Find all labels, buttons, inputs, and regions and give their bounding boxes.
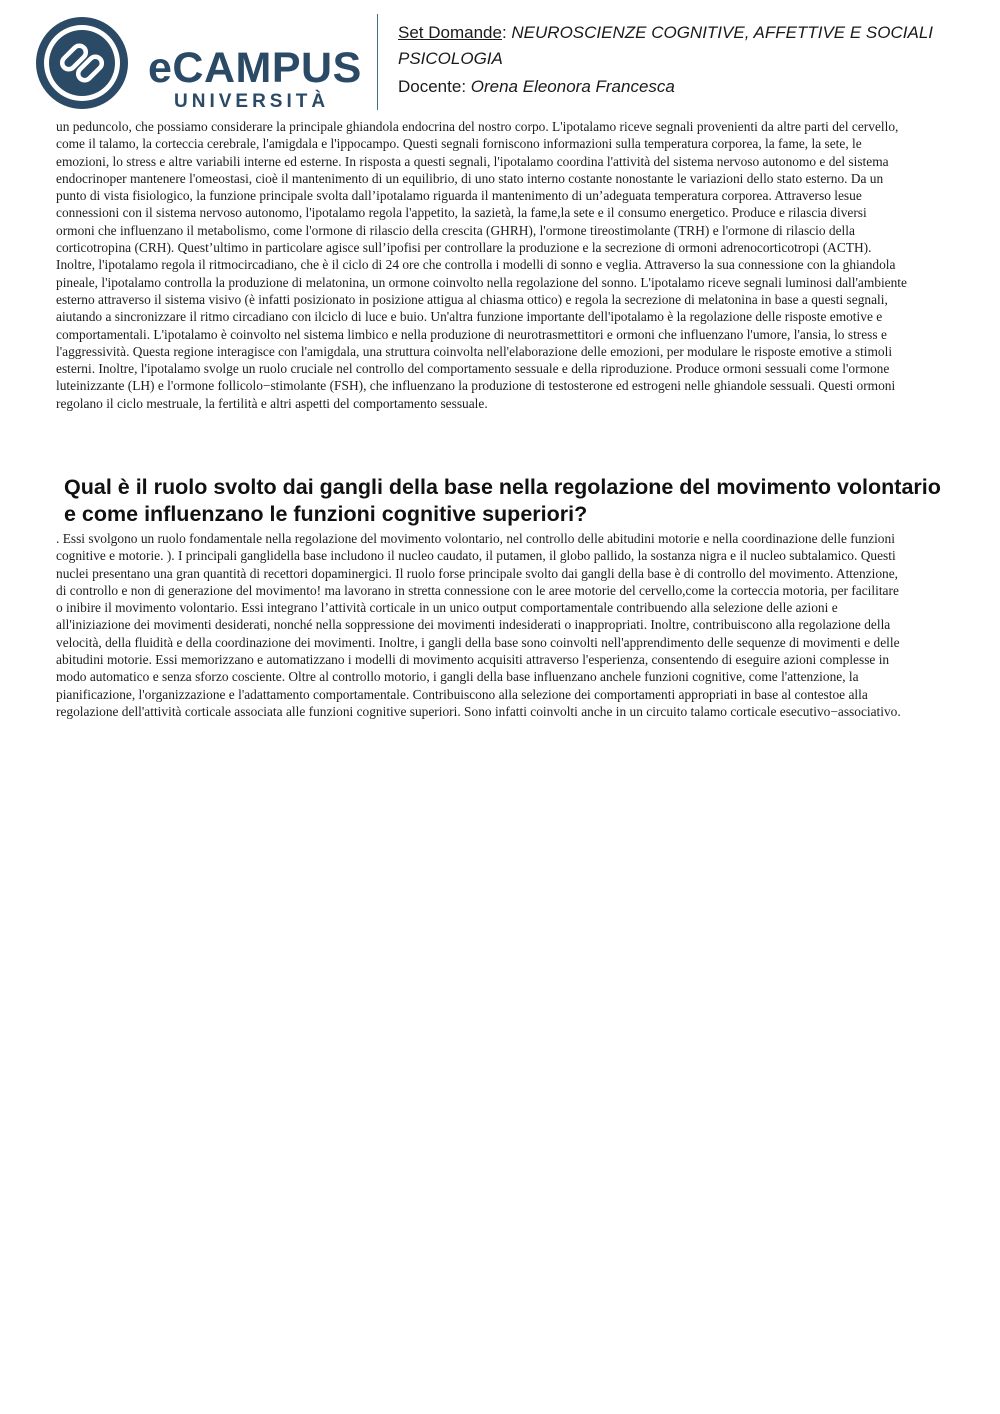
- header-divider: [377, 14, 378, 110]
- set-domande-label: Set Domande: [398, 23, 502, 42]
- course-title: NEUROSCIENZE COGNITIVE, AFFETTIVE E SOCIALI: [511, 23, 934, 42]
- logo-subtitle: UNIVERSITÀ: [174, 91, 330, 112]
- course-subtitle: PSICOLOGIA: [398, 49, 503, 68]
- question-heading: Qual è il ruolo svolto dai gangli della base nella regolazione del movimento volontario e come influenzano le funzioni cognitive superiori?: [64, 475, 941, 526]
- teacher-line: [398, 74, 988, 100]
- logo-name: eCAMPUS: [148, 44, 362, 92]
- course-line: [398, 20, 988, 46]
- teacher-label: Docente:: [398, 77, 471, 96]
- header-info: [398, 20, 988, 100]
- teacher-name: Orena Eleonora Francesca: [470, 77, 675, 96]
- ecampus-logo: [34, 16, 374, 112]
- set-separator: :: [501, 23, 512, 42]
- answer-paragraph-hypothalamus: un peduncolo, che possiamo considerare la principale ghiandola endocrina del nostro corpo. L'ipotalamo riceve segnali provenienti da altre parti del cervello, come il talamo, la corteccia cerebrale, l'amigdala e l'ippocampo. Questi segnali forniscono informazioni sulla temperatura corporea, la fame, la sete, le emozioni, lo stress e altre variabili interne ed esterne. In risposta a questi segnali, l'ipotalamo coordina l'attività del sistema nervoso autonomo e del sistema endocrinoper mantenere l'omeostasi, cioè il mantenimento di un equilibrio, di uno stato interno costante nonostante le variazioni dello stato esterno. Da un punto di vista fisiologico, la funzione principale svolta dall’ipotalamo riguarda il mantenimento di un’adeguata temperatura corporea. Attraverso lesue connessioni con il sistema nervoso autonomo, l'ipotalamo regola l'appetito, la sazietà, la fame,la sete e il consumo energetico. Produce e rilascia diversi ormoni che influenzano il metabolismo, come l'ormone di rilascio della crescita (GHRH), l'ormone tireostimolante (TRH) e l'ormone di rilascio della corticotropina (CRH). Quest’ultimo in particolare agisce sull’ipofisi per controllare la produzione e la secrezione di ormoni adrenocorticotropi (ACTH). Inoltre, l'ipotalamo regola il ritmocircadiano, che è il ciclo di 24 ore che controlla i modelli di sonno e veglia. Attraverso la sua connessione con la ghiandola pineale, l'ipotalamo controlla la produzione di melatonina, un ormone coinvolto nella regolazione del sonno. L'ipotalamo riceve segnali luminosi dall'ambiente esterno attraverso il sistema visivo (è infatti posizionato in posizione attigua al chiasma ottico) e regola la secrezione di melatonina in base a questi segnali, aiutando a sincronizzare il ritmo circadiano con ilciclo di luce e buio. Un'altra funzione importante dell'ipotalamo è la regolazione delle risposte emotive e comportamentali. L'ipotalamo è coinvolto nel sistema limbico e nella produzione di neurotrasmettitori e ormoni che influenzano l'umore, l'ansia, lo stress e l'aggressività. Questa regione interagisce con l'amigdala, una struttura coinvolta nell'elaborazione delle emozioni, per modulare le risposte emotive a stimoli esterni. Inoltre, l'ipotalamo svolge un ruolo cruciale nel controllo del comportamento sessuale e della riproduzione. Produce ormoni sessuali come l'ormone luteinizzante (LH) e l'ormone follicolo−stimolante (FSH), che influenzano la produzione di testosterone ed estrogeni nelle ghiandole sessuali. Questi ormoni regolano il ciclo mestruale, la fertilità e altri aspetti del comportamento sessuale.: [56, 119, 907, 411]
- ecampus-logo-icon: [36, 17, 128, 109]
- answer-paragraph-basal-ganglia: . Essi svolgono un ruolo fondamentale nella regolazione del movimento volontario, nel controllo delle abitudini motorie e nella coordinazione delle funzioni cognitive e motorie. ). I principali ganglidella base includono il nucleo caudato, il putamen, il globo pallido, la sostanza nigra e il nucleo subtalamico. Questi nuclei presentano una gran quantità di recettori dopaminergici. Il ruolo forse principale svolto dai gangli della base è di controllo del movimento. Attenzione, di controllo e non di generazione del movimento! ma lavorano in stretta connessione con le aree motorie del cervello,come la corteccia motoria, per facilitare o inibire il movimento volontario. Essi integrano l’attività corticale in un unico output comportamentale contribuendo alla selezione delle azioni e all'iniziazione dei movimenti desiderati, nonché nella soppressione dei movimenti indesiderati o inappropriati. Inoltre, contribuiscono alla regolazione della velocità, della fluidità e della coordinazione dei movimenti. Inoltre, i gangli della base sono coinvolti nell'apprendimento delle sequenze di movimenti e delle abitudini motorie. Essi memorizzano e automatizzano i modelli di movimento acquisiti attraverso l'esperienza, consentendo di eseguire azioni complesse in modo automatico e senza sforzo cosciente. Oltre al controllo motorio, i gangli della base influenzano anchele funzioni cognitive, come l'attenzione, la pianificazione, l'organizzazione e l'adattamento comportamentale. Contribuiscono alla selezione dei comportamenti appropriati in base al contestoe alla regolazione dell'attività corticale associata alle funzioni cognitive superiori. Sono infatti coinvolti anche in un circuito talamo corticale esecutivo−associativo.: [56, 531, 901, 719]
